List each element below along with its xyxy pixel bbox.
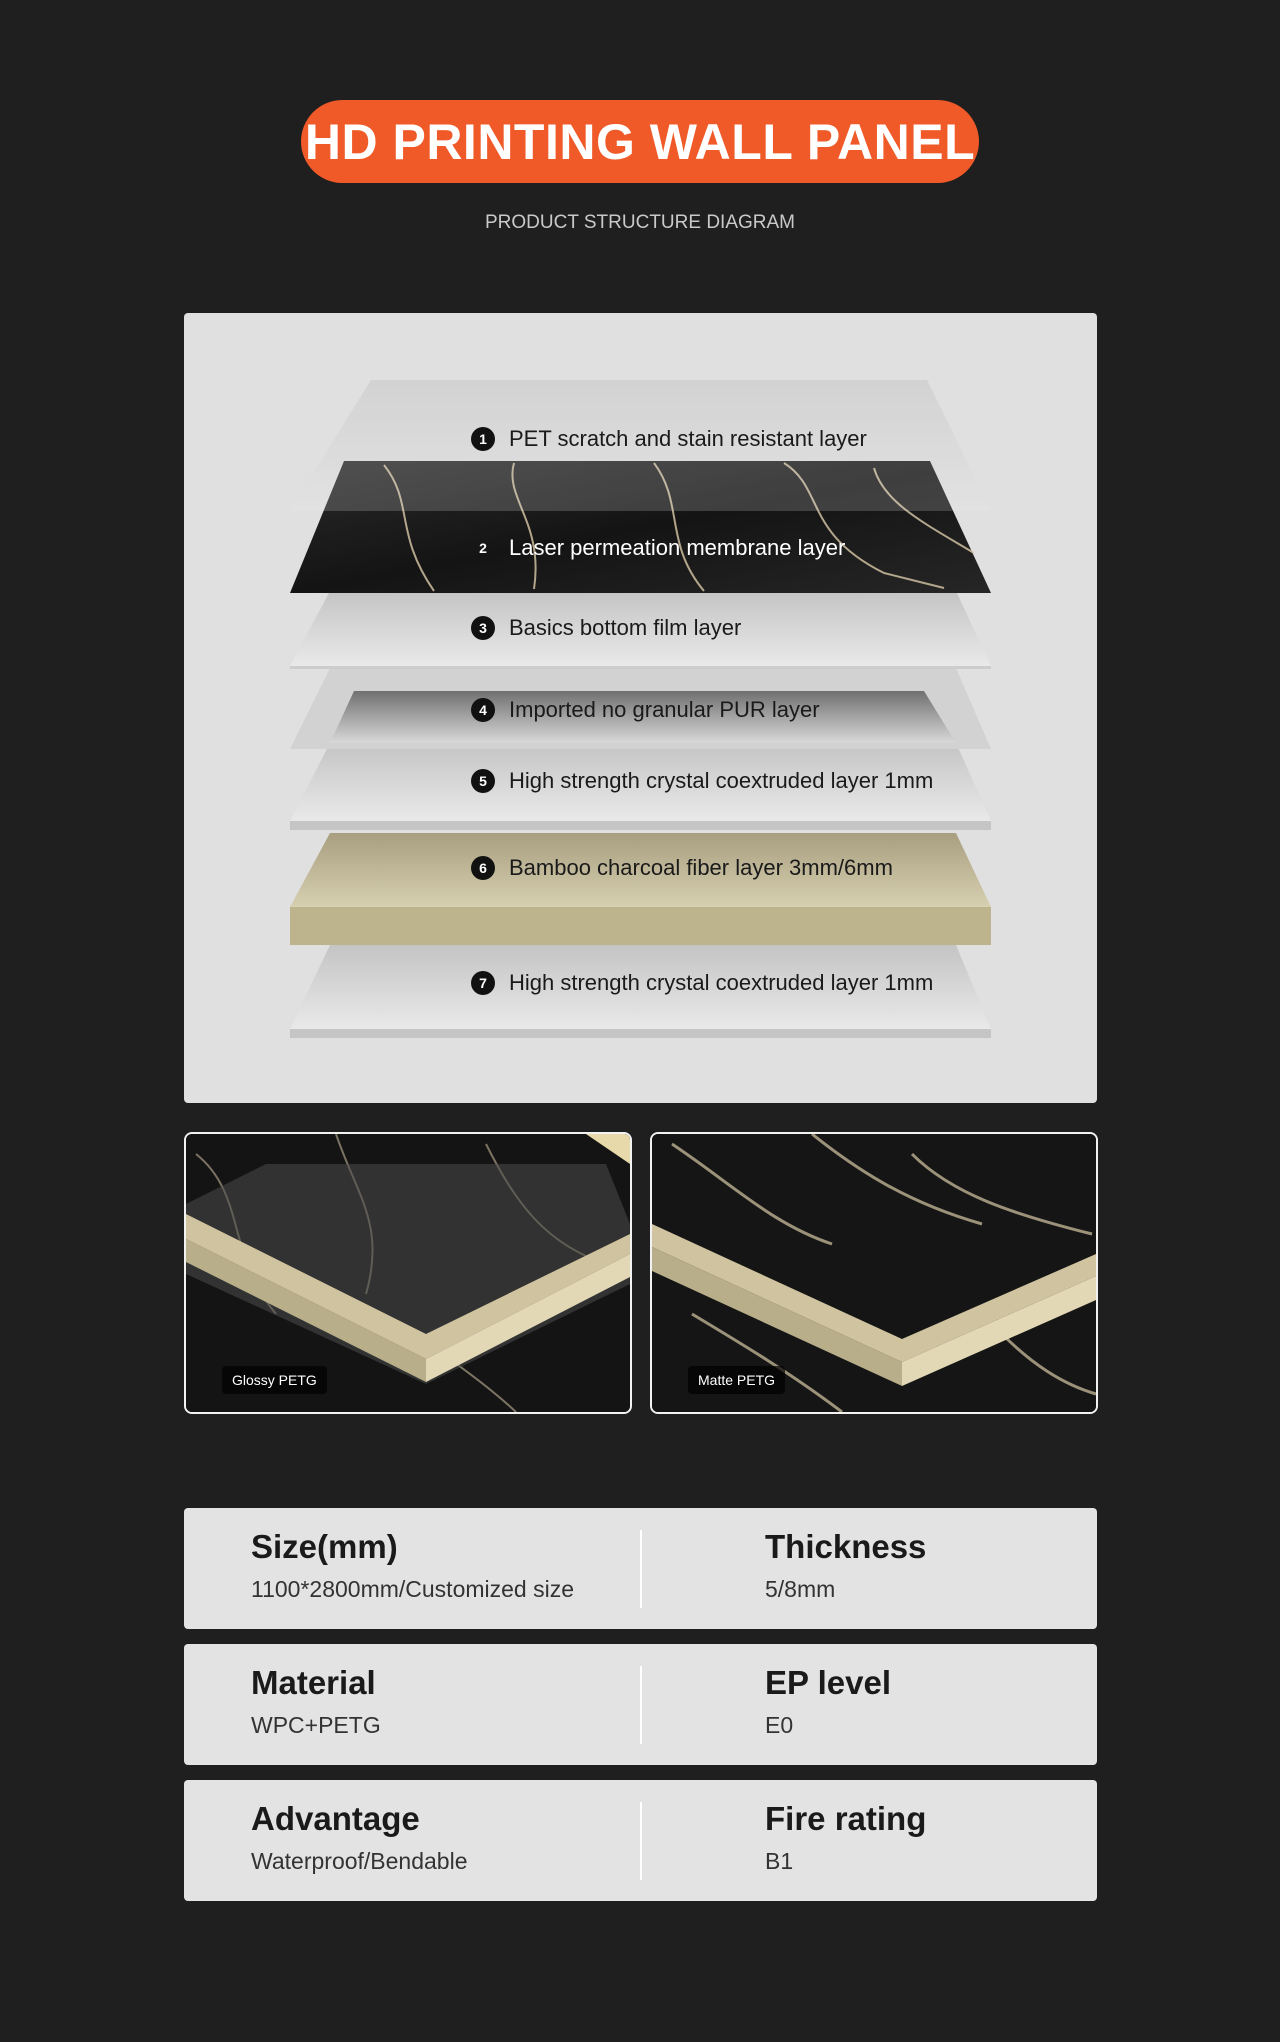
layer-4-label [471,695,820,725]
spec-advantage-title: Advantage [251,1800,420,1837]
layer-6-label [471,853,893,883]
spec-size-value: 1100*2800mm/Customized size [251,1576,575,1602]
layer-7-edge [290,1029,991,1038]
spec-advantage [251,1800,468,1875]
layer-3-label [471,613,741,643]
structure-diagram [184,313,1097,1103]
layer-2-label [471,533,845,563]
layer-6-edge [290,907,991,945]
layer-3-badge: 3 [471,616,495,640]
spec-fire-rating-value: B1 [765,1848,794,1874]
layer-4-text: Imported no granular PUR layer [509,697,820,722]
layer-1-label [471,424,867,454]
layer-5-label [471,766,933,796]
spec-advantage-value: Waterproof/Bendable [251,1848,468,1874]
spec-size-title: Size(mm) [251,1528,398,1565]
spec-material-title: Material [251,1664,376,1701]
spec-ep-level-value: E0 [765,1712,794,1738]
spec-thickness-value: 5/8mm [765,1576,836,1602]
spec-thickness [765,1528,926,1603]
page-subtitle: PRODUCT STRUCTURE DIAGRAM [485,212,795,233]
layer-5-badge: 5 [471,769,495,793]
layer-3-edge [290,666,991,669]
spec-fire-rating-title: Fire rating [765,1800,927,1837]
layer-5-text: High strength crystal coextruded layer 1mm [509,768,934,793]
spec-row-advantage [184,1780,1097,1901]
page-title: HD PRINTING WALL PANEL [304,113,976,170]
spec-ep-level [765,1664,891,1739]
layer-7-badge: 7 [471,971,495,995]
page-title-pill [301,100,979,183]
spec-row-material [184,1644,1097,1765]
spec-fire-rating [765,1800,926,1875]
layer-2-text: Laser permeation membrane layer [509,535,846,560]
spec-thickness-title: Thickness [765,1528,927,1565]
layer-3-text: Basics bottom film layer [509,615,742,640]
layer-6-badge: 6 [471,856,495,880]
spec-ep-level-title: EP level [765,1664,891,1701]
matte-petg-image [650,1132,1098,1414]
spec-material [251,1664,381,1739]
layer-2-badge: 2 [479,540,487,556]
layer-6-text: Bamboo charcoal fiber layer 3mm/6mm [509,855,893,880]
layer-1-text: PET scratch and stain resistant layer [509,426,867,451]
spec-size [251,1528,574,1603]
spec-material-value: WPC+PETG [251,1712,381,1738]
layer-7-label [471,968,933,998]
glossy-petg-image [184,1132,632,1414]
spec-divider [640,1666,642,1744]
glossy-tag: Glossy PETG [222,1366,327,1394]
spec-divider [640,1802,642,1880]
layer-7-text: High strength crystal coextruded layer 1mm [509,970,934,995]
layer-1-badge: 1 [471,427,495,451]
spec-divider [640,1530,642,1608]
layer-4-badge: 4 [471,698,495,722]
matte-tag: Matte PETG [688,1366,785,1394]
spec-row-size [184,1508,1097,1629]
layer-5-edge [290,821,991,830]
